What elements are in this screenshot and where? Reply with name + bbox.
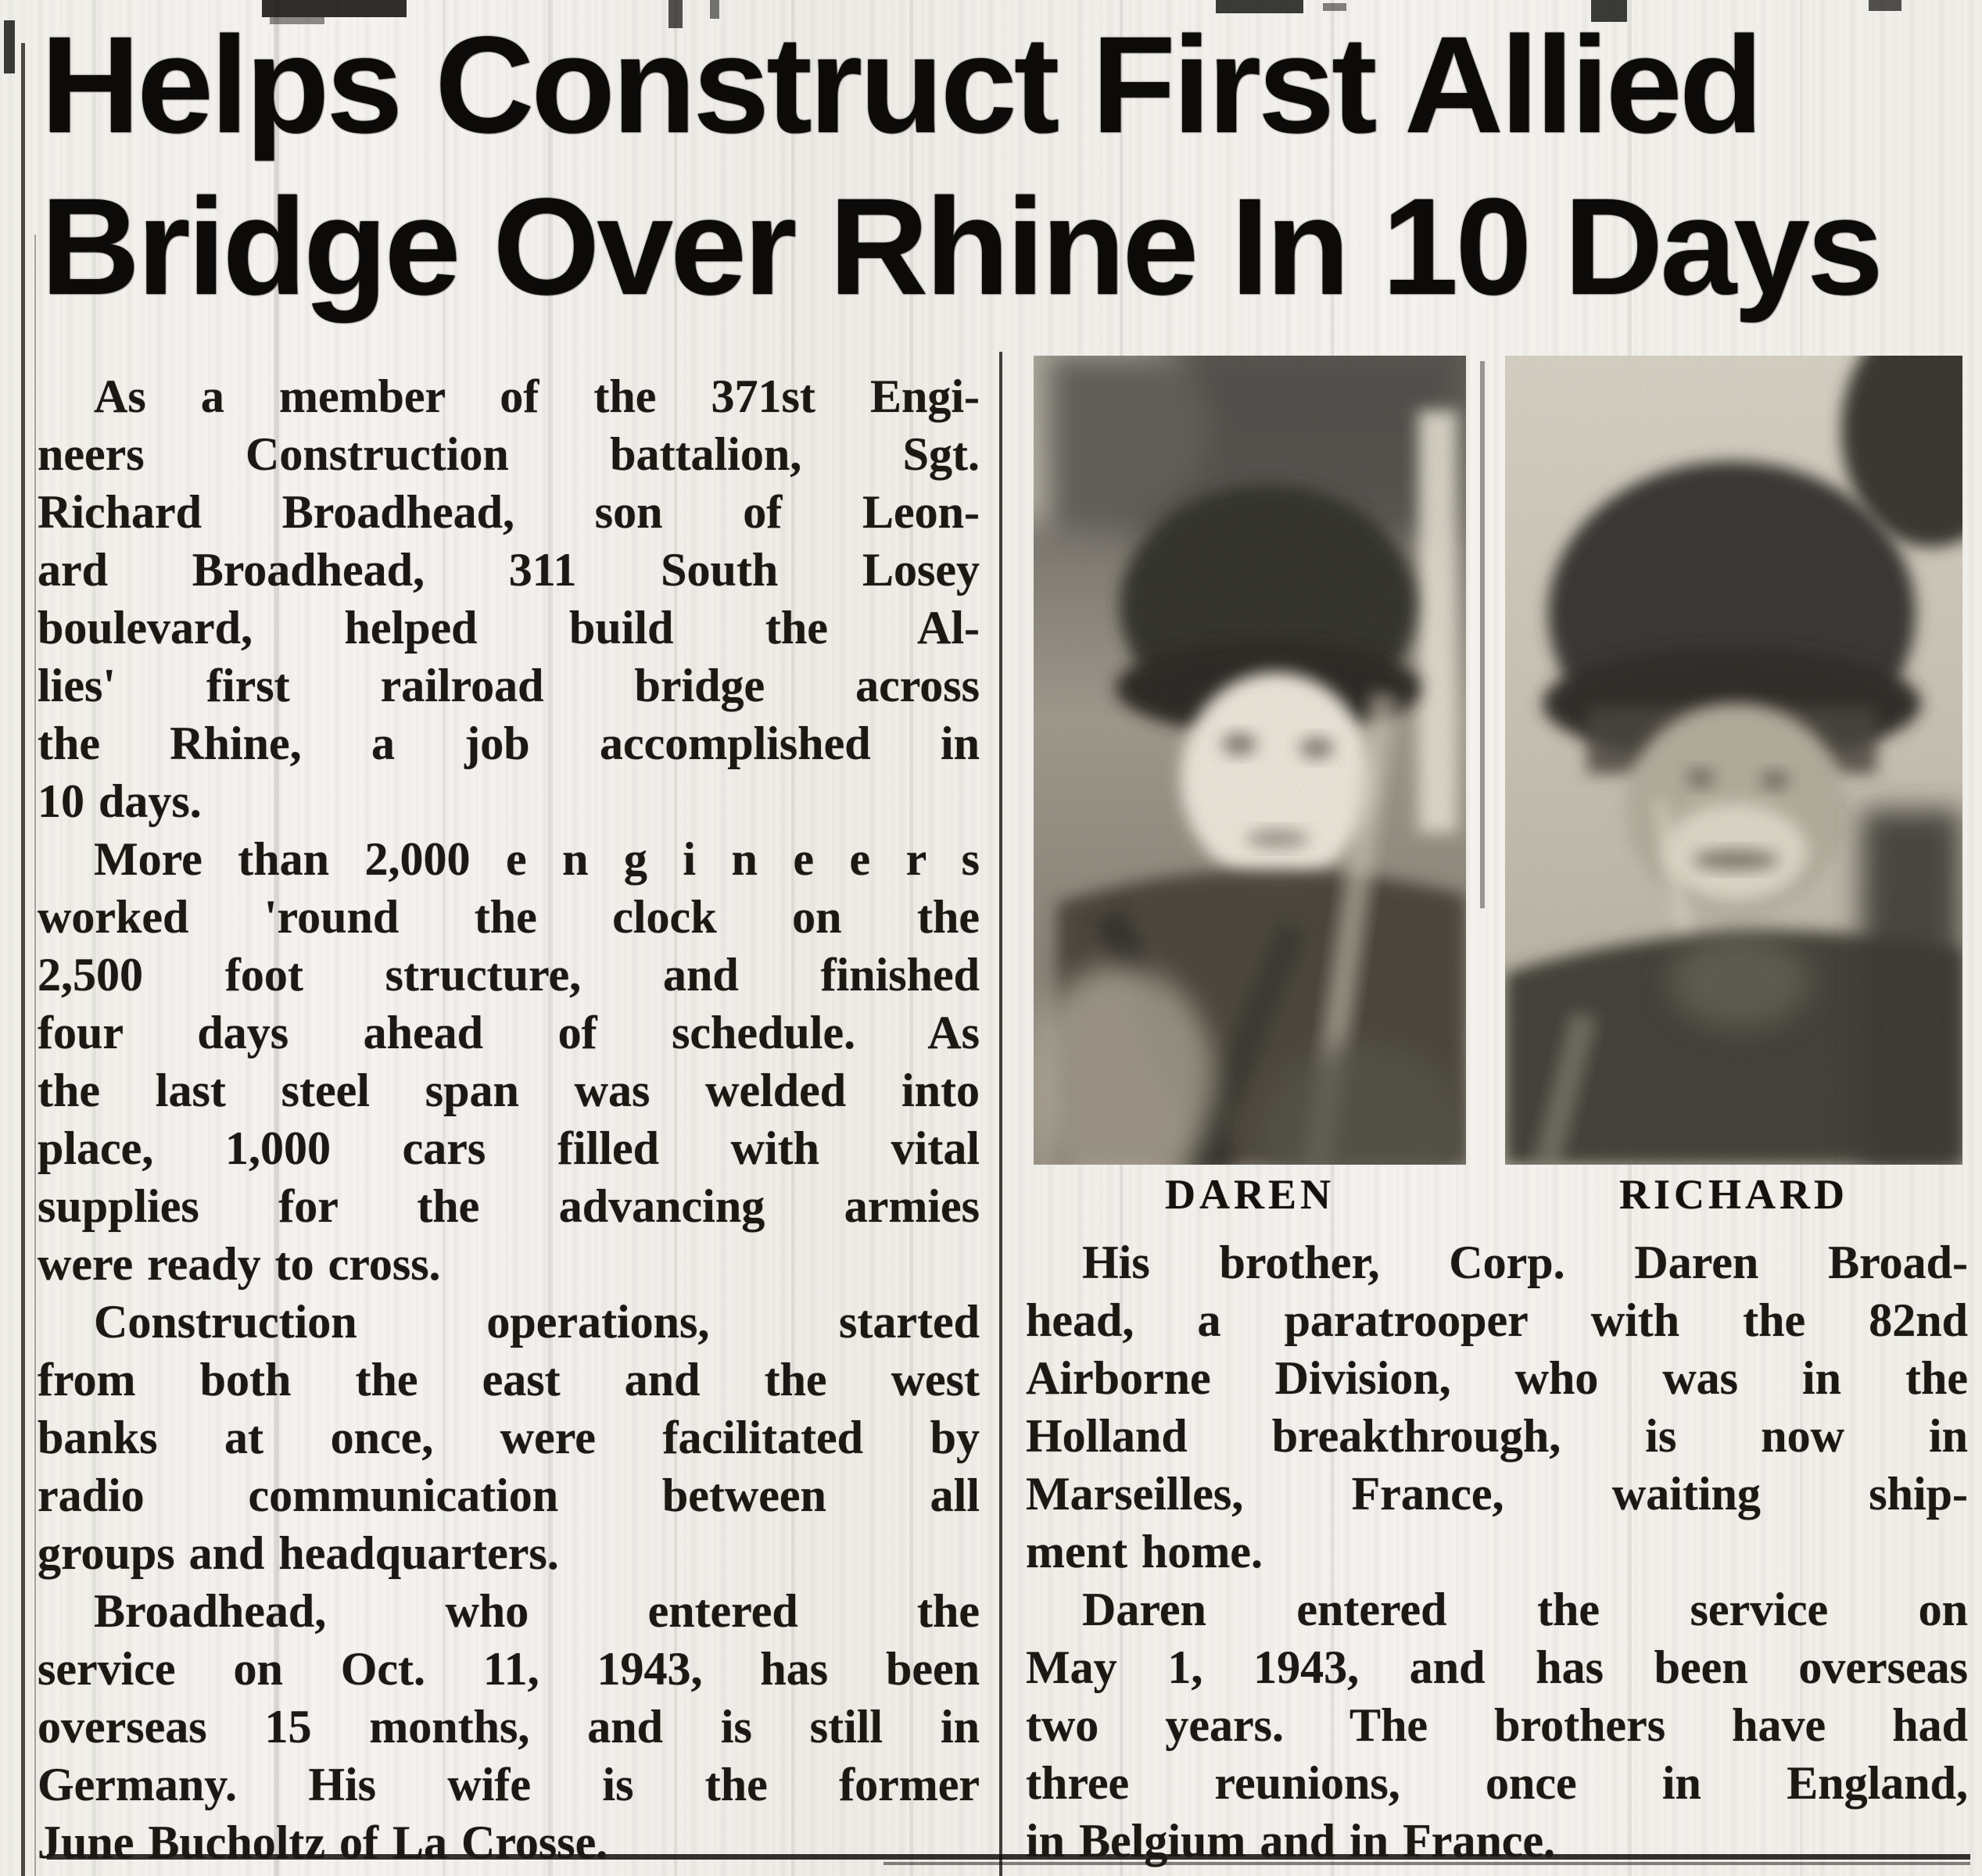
paragraph — [38, 1293, 980, 1582]
text-line: supplies for the advancing armies — [38, 1180, 980, 1232]
text-line: Construction operations, started — [94, 1296, 980, 1348]
paragraph — [38, 830, 980, 1293]
paragraph — [38, 1582, 980, 1871]
text-line: ment home. — [1026, 1526, 1263, 1577]
paragraph — [1026, 1233, 1968, 1581]
left-margin-rule-thin — [34, 234, 36, 1876]
text-line: the Rhine, a job accomplished in — [38, 718, 980, 769]
text-line: His brother, Corp. Daren Broad- — [1082, 1237, 1968, 1288]
text-line: the last steel span was welded into — [38, 1065, 980, 1116]
text-line: in Belgium and in France. — [1026, 1815, 1556, 1867]
article-right-column — [1026, 1233, 1968, 1870]
text-line: More than 2,000 e n g i n e e r s — [94, 833, 980, 885]
text-line: Richard Broadhead, son of Leon- — [38, 486, 980, 538]
headline — [41, 5, 1972, 328]
text-line: boulevard, helped build the Al- — [38, 602, 980, 653]
caption-daren: DAREN — [1164, 1171, 1335, 1218]
text-line: Daren entered the service on — [1082, 1584, 1968, 1635]
text-line: Germany. His wife is the former — [38, 1759, 980, 1810]
text-line: service on Oct. 11, 1943, has been — [38, 1643, 980, 1695]
text-line: As a member of the 371st Engi- — [94, 371, 980, 422]
text-line: 2,500 foot structure, and finished — [38, 949, 980, 1001]
text-line: lies' first railroad bridge across — [38, 660, 980, 711]
left-margin-rule — [21, 43, 25, 1876]
text-line: head, a paratrooper with the 82nd — [1026, 1294, 1968, 1346]
text-line: Holland breakthrough, is now in — [1026, 1410, 1968, 1462]
column-divider-rule — [999, 352, 1002, 1876]
text-line: Airborne Division, who was in the — [1026, 1352, 1968, 1404]
photo-richard-image — [1505, 356, 1962, 1165]
article-left-column — [38, 367, 980, 1871]
text-line: worked 'round the clock on the — [38, 891, 980, 943]
text-line: groups and headquarters. — [38, 1527, 559, 1579]
text-line: Broadhead, who entered the — [94, 1585, 980, 1637]
text-line: three reunions, once in England, — [1026, 1757, 1968, 1809]
photo-richard — [1505, 356, 1962, 1165]
headline-line-2: Bridge Over Rhine In 10 Days — [41, 170, 1880, 324]
scan-artifact — [4, 20, 15, 73]
text-line: 10 days. — [38, 775, 202, 827]
text-line: neers Construction battalion, Sgt. — [38, 428, 980, 480]
caption-richard: RICHARD — [1618, 1171, 1848, 1218]
headline-line-1: Helps Construct First Allied — [41, 9, 1761, 162]
photo-daren-image — [1034, 356, 1466, 1165]
text-line: ard Broadhead, 311 South Losey — [38, 544, 980, 596]
text-line: banks at once, were facilitated by — [38, 1412, 980, 1463]
text-line: two years. The brothers have had — [1026, 1699, 1968, 1751]
paragraph — [38, 367, 980, 830]
text-line: place, 1,000 cars filled with vital — [38, 1122, 980, 1174]
text-line: radio communication between all — [38, 1470, 980, 1521]
text-line: June Bucholtz of La Crosse. — [38, 1817, 608, 1868]
text-line: from both the east and the west — [38, 1354, 980, 1405]
paragraph — [1026, 1581, 1968, 1870]
text-line: Marseilles, France, waiting ship- — [1026, 1468, 1968, 1520]
photo-gap-rule — [1480, 361, 1485, 908]
text-line: overseas 15 months, and is still in — [38, 1701, 980, 1752]
text-line: May 1, 1943, and has been overseas — [1026, 1642, 1968, 1693]
photo-daren — [1034, 356, 1466, 1165]
text-line: four days ahead of schedule. As — [38, 1007, 980, 1058]
text-line: were ready to cross. — [38, 1238, 441, 1290]
